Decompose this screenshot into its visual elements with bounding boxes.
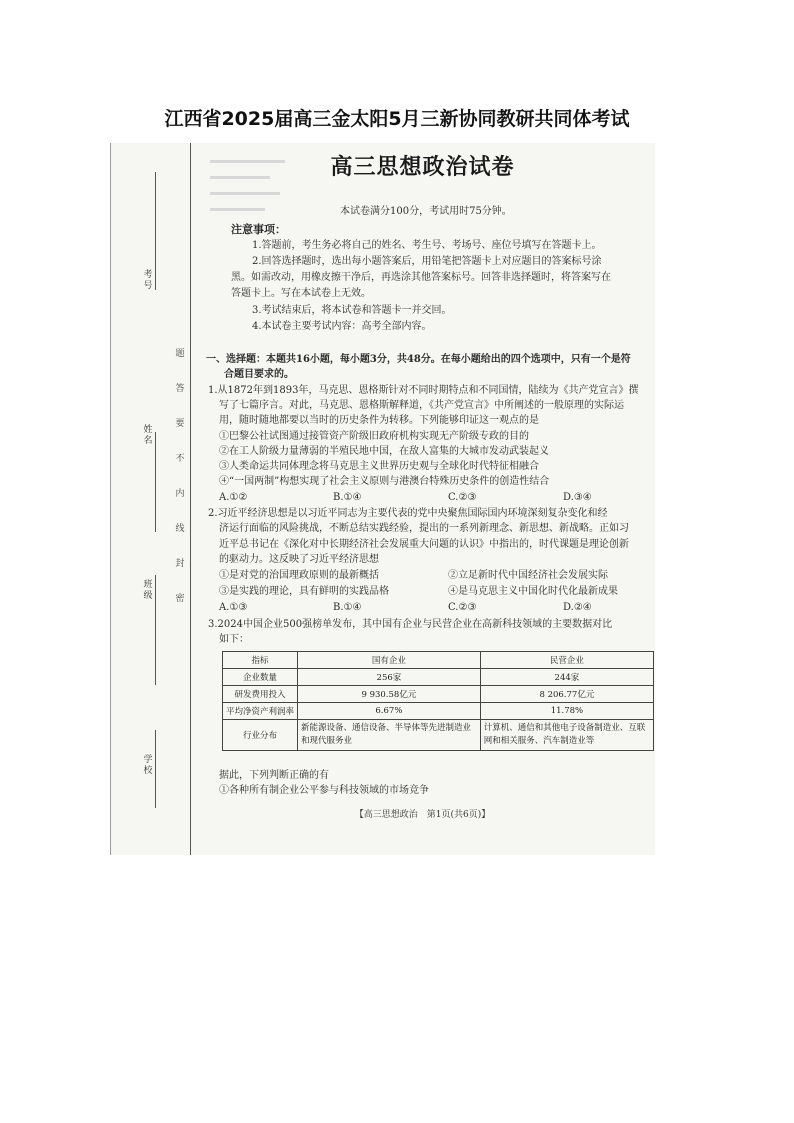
notice-item: 2.回答选择题时，选出每小题答案后，用铅笔把答题卡上对应题目的答案标号涂: [252, 256, 602, 267]
school-label: 学校: [143, 755, 153, 776]
binding-line: [190, 143, 191, 855]
seal-char: 要: [175, 419, 185, 429]
q1-statement: ①巴黎公社试图通过接管资产阶级旧政府机构实现无产阶级专政的目的: [219, 431, 529, 442]
table-cell: 计算机、通信和其他电子设备制造业、互联网和相关服务、汽车制造业等: [480, 720, 653, 751]
q2-statement: ①是对党的治国理政原则的最新概括: [219, 570, 379, 581]
section-heading-cont: 合题目要求的。: [224, 369, 294, 380]
seal-char: 密: [175, 594, 185, 604]
table-cell: 行业分布: [223, 720, 298, 751]
table-cell: 9 930.58亿元: [298, 686, 481, 703]
table-header-row: [223, 652, 654, 669]
score-info: 本试卷满分100分，考试用时75分钟。: [340, 206, 512, 217]
q1-statement: ④“一国两制”构想实现了社会主义原则与港澳台特殊历史条件的创造性结合: [219, 476, 550, 487]
table-cell: 平均净资产利润率: [223, 703, 298, 720]
table-cell: 244家: [480, 669, 653, 686]
q2-stem: 济运行面临的风险挑战，不断总结实践经验，提出的一系列新理念、新思想、新战略。正如习: [219, 523, 629, 534]
seal-char: 线: [175, 524, 185, 534]
q3-follow-up: 据此，下列判断正确的有: [219, 770, 329, 781]
seal-char: 答: [175, 384, 185, 394]
table-cell: 8 206.77亿元: [480, 686, 653, 703]
table-cell: 研发费用投入: [223, 686, 298, 703]
table-header: 指标: [223, 652, 298, 669]
q3-stem: 3.2024中国企业500强榜单发布，其中国有企业与民营企业在高新科技领域的主要数据对比: [208, 619, 613, 630]
notice-item: 1.答题前，考生务必将自己的姓名、考生号、考场号、座位号填写在答题卡上。: [252, 240, 602, 251]
table-header: 国有企业: [298, 652, 481, 669]
q2-option-b: B.①④: [333, 602, 362, 613]
q2-stem: 2.习近平经济思想是以习近平同志为主要代表的党中央聚焦国际国内环境深刻复杂变化和经: [208, 508, 608, 519]
table-header: 民营企业: [480, 652, 653, 669]
q3-statement: ①各种所有制企业公平参与科技领域的市场竞争: [219, 785, 429, 796]
table-cell: 256家: [298, 669, 481, 686]
bleed-through-mark: [210, 208, 265, 211]
name-line: [155, 432, 156, 532]
page-title: 江西省2025届高三金太阳5月三新协同教研共同体考试: [164, 108, 630, 130]
q1-option-d: D.③④: [563, 492, 592, 503]
sheet-left-edge: [110, 143, 111, 855]
name-label: 姓名: [143, 425, 153, 446]
q3-stem: 如下：: [219, 634, 249, 645]
table-cell: 企业数量: [223, 669, 298, 686]
notice-item: 4.本试卷主要考试内容：高考全部内容。: [252, 321, 432, 332]
exam-number-label: 考号: [143, 270, 153, 291]
notice-item: 3.考试结束后，将本试卷和答题卡一并交回。: [252, 305, 452, 316]
table-cell: 11.78%: [480, 703, 653, 720]
q1-option-c: C.②③: [448, 492, 477, 503]
seal-char: 题: [175, 349, 185, 359]
seal-char: 内: [175, 489, 185, 499]
school-line: [155, 730, 156, 808]
section-heading: 一、选择题：本题共16小题，每小题3分，共48分。在每小题给出的四个选项中，只有一个是符: [206, 354, 631, 365]
q2-statement: ④是马克思主义中国化时代化最新成果: [448, 586, 618, 597]
notice-heading: 注意事项：: [231, 223, 286, 236]
q1-option-b: B.①④: [333, 492, 362, 503]
q1-stem: 写了七篇序言。对此，马克思、恩格斯解释道，《共产党宣言》中所阐述的一般原理的实际运: [219, 400, 624, 411]
table-cell: 新能源设备、通信设备、半导体等先进制造业和现代服务业: [298, 720, 481, 751]
q1-option-a: A.①②: [219, 492, 248, 503]
q1-statement: ③人类命运共同体理念将马克思主义世界历史观与全球化时代特征相融合: [219, 461, 539, 472]
q2-option-a: A.①③: [219, 602, 248, 613]
q3-data-table: [222, 651, 654, 751]
exam-title: 高三思想政治试卷: [330, 154, 515, 180]
seal-char: 封: [175, 559, 185, 569]
q2-stem: 近平总书记在《深化对中长期经济社会发展重大问题的认识》中指出的，时代课题是理论创新: [219, 539, 629, 550]
q1-statement: ②在工人阶级力量薄弱的半殖民地中国，在敌人富集的大城市发动武装起义: [219, 446, 549, 457]
table-row: [223, 703, 654, 720]
q1-stem: 用，随时随地都要以当时的历史条件为转移。下列能够印证这一观点的是: [219, 415, 539, 426]
q2-option-d: D.②④: [563, 602, 592, 613]
class-label: 班级: [143, 580, 153, 601]
q1-stem: 1.从1872年到1893年，马克思、恩格斯针对不同时期特点和不同国情，陆续为《共产党宣言》撰: [208, 385, 639, 396]
q2-option-c: C.②③: [448, 602, 477, 613]
class-line: [155, 575, 156, 685]
q2-statement: ②立足新时代中国经济社会发展实际: [448, 570, 608, 581]
bleed-through-mark: [210, 192, 280, 195]
q2-statement: ③是实践的理论，具有鲜明的实践品格: [219, 586, 389, 597]
notice-item: 答题卡上。写在本试卷上无效。: [231, 288, 371, 299]
notice-item: 黑。如需改动，用橡皮擦干净后，再选涂其他答案标号。回答非选择题时，将答案写在: [231, 272, 611, 283]
table-cell: 6.67%: [298, 703, 481, 720]
page-footer: 【高三思想政治 第1页(共6页)】: [354, 810, 491, 820]
exam-number-line: [155, 172, 156, 290]
table-row: [223, 720, 654, 751]
seal-char: 不: [175, 454, 185, 464]
table-row: [223, 686, 654, 703]
table-row: [223, 669, 654, 686]
q2-stem: 的驱动力。这反映了习近平经济思想: [219, 554, 379, 565]
